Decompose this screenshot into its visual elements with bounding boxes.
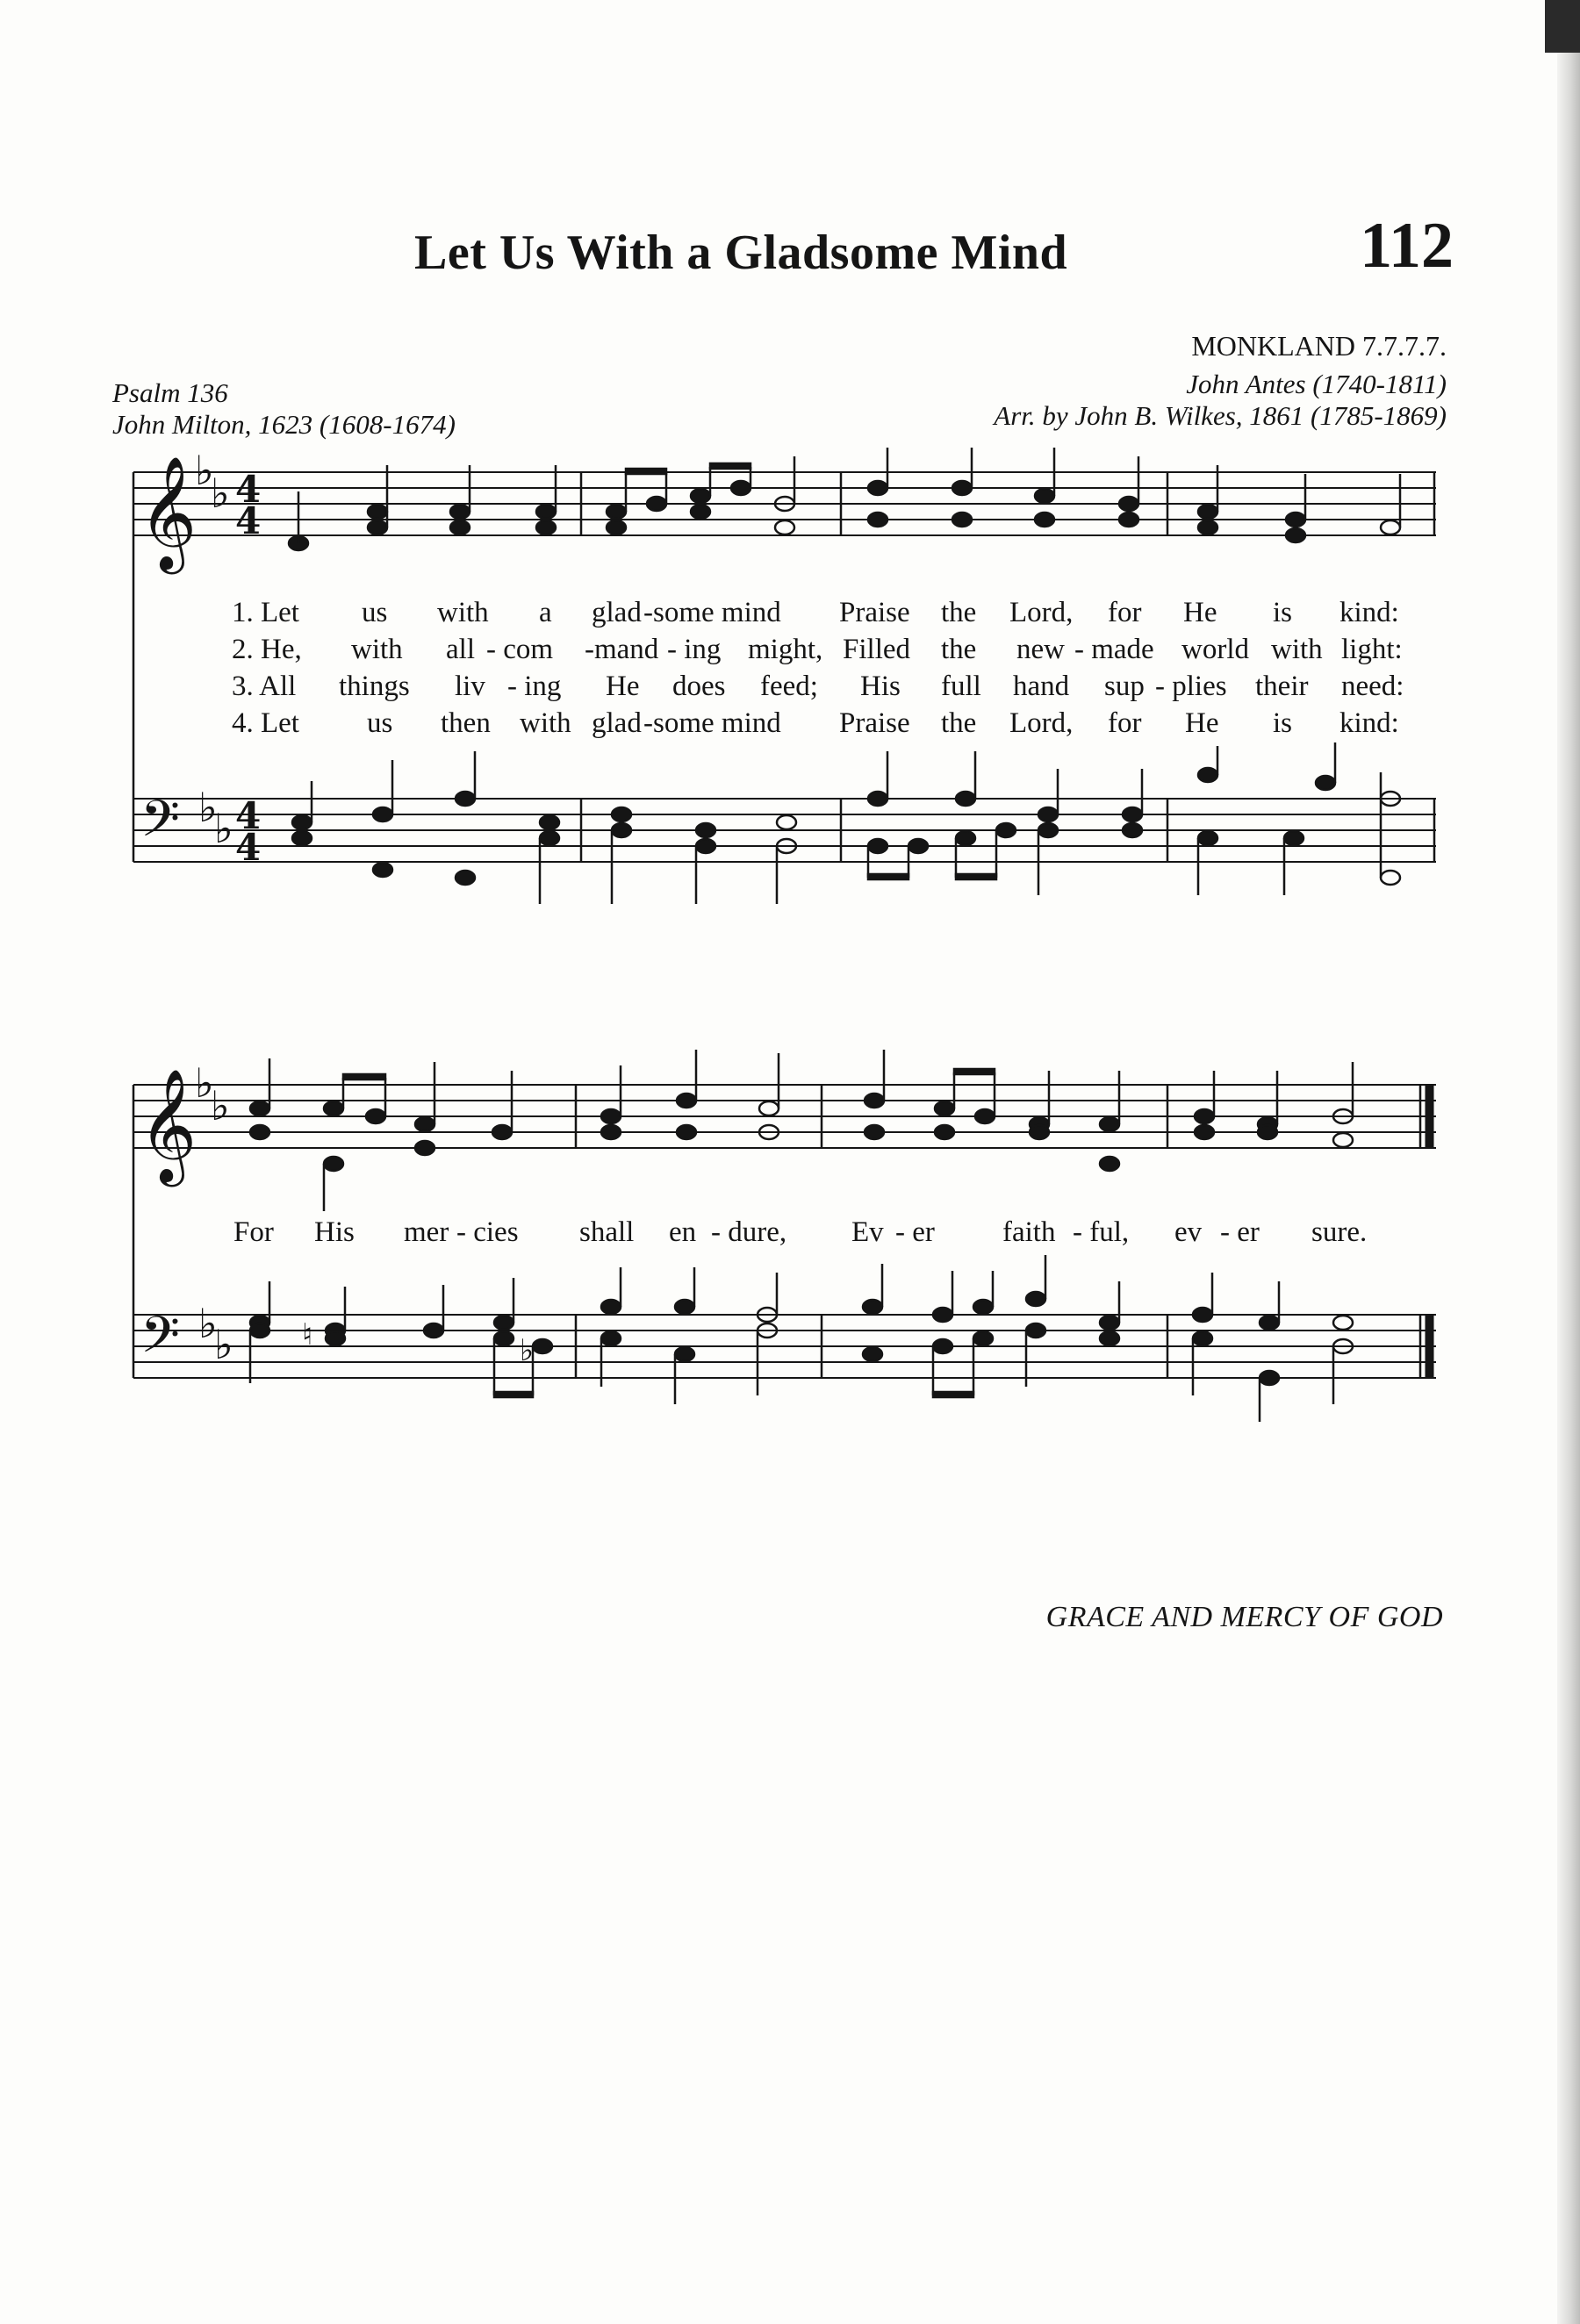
- syllable: Lord,: [1009, 597, 1074, 628]
- svg-text:4: 4: [235, 499, 262, 542]
- syllable: - made: [1074, 634, 1154, 665]
- syllable: for: [1108, 597, 1142, 628]
- syllable: Ev: [851, 1216, 884, 1248]
- syllable: is: [1273, 707, 1293, 739]
- syllable: - ing: [507, 671, 562, 702]
- syllable: For: [233, 1216, 274, 1248]
- text-source: Psalm 136: [112, 377, 228, 408]
- hymn-title: Let Us With a Gladsome Mind: [414, 226, 1068, 280]
- syllable: their: [1255, 671, 1309, 702]
- svg-text:4: 4: [235, 468, 262, 511]
- syllable: glad: [592, 597, 642, 628]
- topic-footer: GRACE AND MERCY OF GOD: [1045, 1601, 1443, 1633]
- syllable: need:: [1341, 671, 1404, 702]
- syllable: us: [367, 707, 393, 739]
- svg-text:♭: ♭: [198, 1300, 218, 1347]
- svg-text:♭: ♭: [214, 805, 233, 852]
- treble-staff-2: [133, 1085, 1436, 1148]
- syllable: feed;: [760, 671, 818, 702]
- syllable: things: [339, 671, 410, 702]
- syllable: the: [941, 597, 977, 628]
- final-barline: [1426, 1315, 1433, 1378]
- syllable: He: [1183, 597, 1217, 628]
- syllable: 1. Let: [232, 597, 299, 628]
- svg-text:♮: ♮: [302, 1317, 313, 1352]
- composer-credit: John Antes (1740-1811): [1186, 369, 1447, 399]
- syllable: - cies: [456, 1216, 519, 1248]
- syllable: - ing: [667, 634, 722, 665]
- syllable: does: [672, 671, 726, 702]
- syllable: might,: [748, 634, 823, 665]
- syllable: the: [941, 707, 977, 739]
- syllable: glad: [592, 707, 642, 739]
- treble-clef-icon: 𝄞: [139, 1068, 198, 1182]
- syllable: liv: [455, 671, 485, 702]
- syllable: His: [314, 1216, 355, 1248]
- syllable: -some mind: [643, 707, 781, 739]
- syllable: with: [351, 634, 403, 665]
- syllable: then: [441, 707, 491, 739]
- syllable: sup: [1104, 671, 1145, 702]
- syllable: all: [446, 634, 475, 665]
- syllable: a: [539, 597, 552, 628]
- svg-text:4: 4: [235, 794, 262, 837]
- syllable: kind:: [1339, 707, 1399, 739]
- bass-clef-icon: 𝄢: [140, 789, 181, 861]
- syllable: full: [941, 671, 981, 702]
- svg-text:♭: ♭: [195, 447, 214, 494]
- hymn-number: 112: [1360, 210, 1454, 282]
- bass-notes-system-1: [292, 742, 1400, 904]
- syllable: ev: [1174, 1216, 1203, 1248]
- final-barline: [1426, 1085, 1433, 1148]
- syllable: faith: [1002, 1216, 1056, 1248]
- syllable: 3. All: [232, 671, 297, 702]
- syllable: 2. He,: [232, 634, 302, 665]
- syllable: - er: [895, 1216, 935, 1248]
- syllable: - ful,: [1073, 1216, 1130, 1248]
- svg-text:♭: ♭: [211, 470, 230, 517]
- syllable: 4. Let: [232, 707, 299, 739]
- syllable: light:: [1341, 634, 1403, 665]
- syllable: with: [437, 597, 489, 628]
- syllable: His: [860, 671, 901, 702]
- notes-system-2: [250, 1050, 1353, 1211]
- svg-text:♭: ♭: [214, 1321, 233, 1368]
- syllable: en: [669, 1216, 697, 1248]
- arranger-credit: Arr. by John B. Wilkes, 1861 (1785-1869): [994, 400, 1447, 431]
- syllable: mer: [404, 1216, 449, 1248]
- syllable: the: [941, 634, 977, 665]
- syllable: - er: [1220, 1216, 1260, 1248]
- treble-clef-icon: 𝄞: [139, 455, 198, 570]
- bass-clef-icon: 𝄢: [140, 1305, 181, 1377]
- syllable: is: [1273, 597, 1293, 628]
- syllable: -some mind: [643, 597, 781, 628]
- syllable: - plies: [1155, 671, 1227, 702]
- syllable: for: [1108, 707, 1142, 739]
- syllable: - dure,: [711, 1216, 787, 1248]
- time-signature: [235, 468, 261, 869]
- syllable: -mand: [585, 634, 659, 665]
- syllable: sure.: [1311, 1216, 1368, 1248]
- syllable: us: [362, 597, 388, 628]
- tune-name: MONKLAND 7.7.7.7.: [1191, 330, 1447, 362]
- syllable: - com: [486, 634, 554, 665]
- syllable: Lord,: [1009, 707, 1074, 739]
- text-author: John Milton, 1623 (1608-1674): [112, 409, 456, 440]
- syllable: world: [1181, 634, 1249, 665]
- syllable: Praise: [839, 597, 910, 628]
- svg-text:♭: ♭: [198, 784, 218, 831]
- svg-text:4: 4: [235, 826, 262, 869]
- syllable: hand: [1013, 671, 1070, 702]
- syllable: Filled: [843, 634, 911, 665]
- key-signature-flats: [195, 447, 233, 1368]
- syllable: new: [1016, 634, 1065, 665]
- svg-text:♭: ♭: [520, 1333, 535, 1368]
- svg-text:♭: ♭: [211, 1082, 230, 1130]
- syllable: shall: [579, 1216, 635, 1248]
- treble-staff-1: [133, 472, 1436, 535]
- syllable: He: [1185, 707, 1219, 739]
- barlines-1: [133, 472, 1434, 862]
- syllable: kind:: [1339, 597, 1399, 628]
- bass-notes-system-2: [250, 1255, 1353, 1422]
- syllable: with: [520, 707, 571, 739]
- syllable: He: [606, 671, 640, 702]
- svg-text:♭: ♭: [195, 1059, 214, 1107]
- syllable: with: [1271, 634, 1323, 665]
- syllable: Praise: [839, 707, 910, 739]
